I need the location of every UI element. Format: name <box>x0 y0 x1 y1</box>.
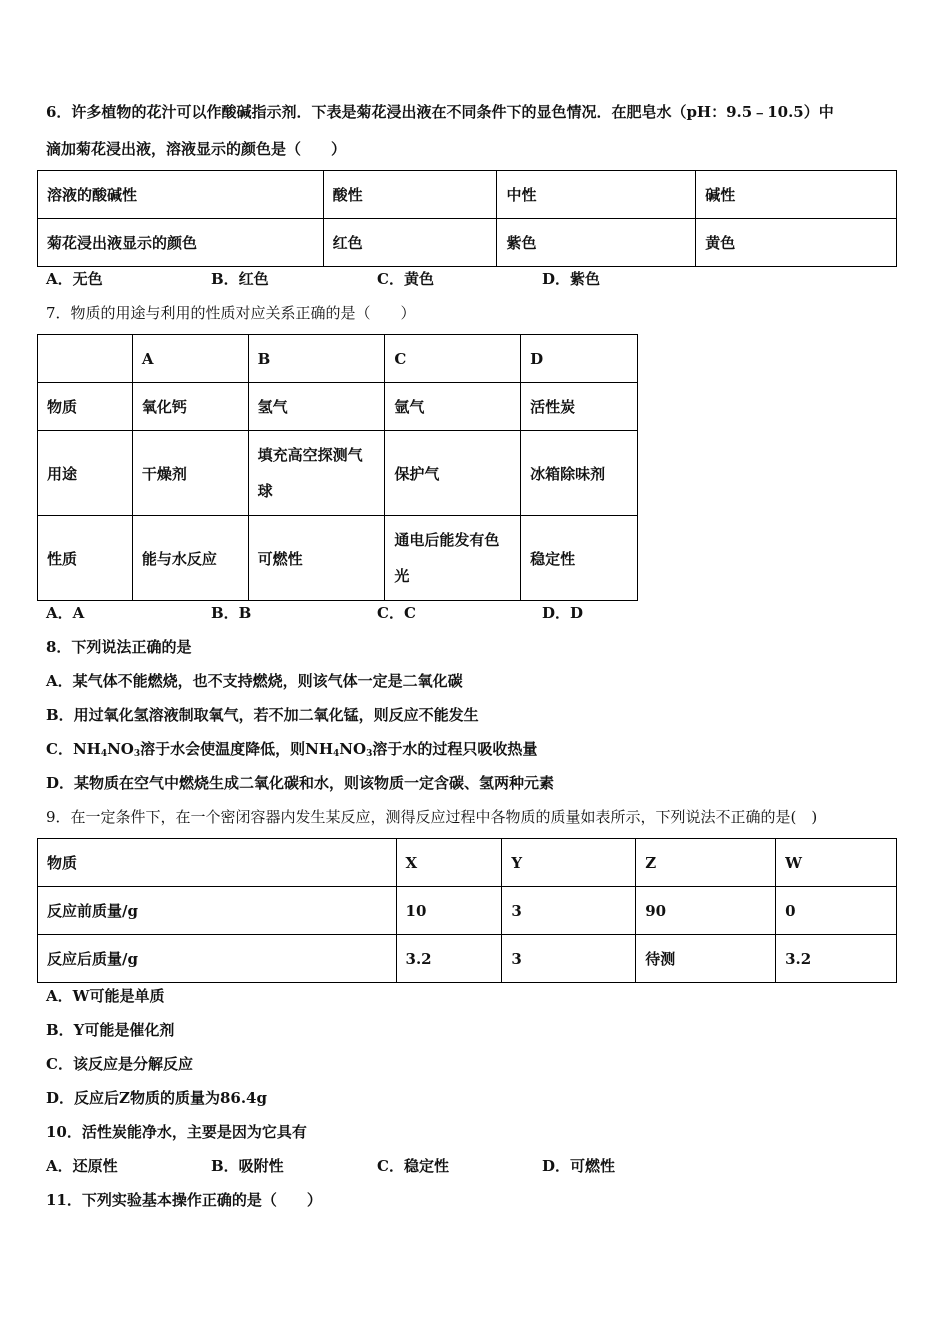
q6-option-d: D．紫色 <box>542 270 601 288</box>
q8-option-a: A．某气体不能燃烧，也不支持燃烧，则该气体一定是二氧化碳 <box>46 672 463 690</box>
table-cell: X <box>396 839 502 887</box>
q9-stem: 9．在一定条件下，在一个密闭容器内发生某反应，测得反应过程中各物质的质量如表所示，下列说法不正确的是( ) <box>46 808 818 826</box>
table-cell: 物质 <box>38 839 397 887</box>
table-cell: 10 <box>396 887 502 935</box>
table-cell: 物质 <box>38 383 133 431</box>
table-row <box>38 383 638 431</box>
q8-option-c <box>46 739 537 764</box>
table-cell: 反应后质量/g <box>38 935 397 983</box>
q7-stem: 7．物质的用途与利用的性质对应关系正确的是（ ） <box>46 304 416 322</box>
table-cell: 紫色 <box>497 219 696 267</box>
table-cell: 3.2 <box>776 935 897 983</box>
table-row <box>38 431 638 516</box>
q6-stem-line1: 6．许多植物的花汁可以作酸碱指示剂．下表是菊花浸出液在不同条件下的显色情况．在肥皂水（pH：9.5﹣10.5）中 <box>46 103 834 121</box>
q6-option-a: A．无色 <box>46 270 103 288</box>
table-cell: 3.2 <box>396 935 502 983</box>
table-cell: 氧化钙 <box>132 383 248 431</box>
table-cell: 菊花浸出液显示的颜色 <box>38 219 324 267</box>
table-row <box>38 516 638 601</box>
table-cell: 3 <box>502 935 636 983</box>
q7-table <box>37 334 638 601</box>
subscript: 3 <box>133 749 141 759</box>
q8-option-c-text: NO <box>107 740 134 758</box>
table-cell: 冰箱除味剂 <box>521 431 638 516</box>
table-cell: 通电后能发有色光 <box>385 516 521 601</box>
table-cell: 碱性 <box>696 171 897 219</box>
q8-option-c-text: 溶于水会使温度降低，则NH <box>140 740 334 758</box>
q7-option-d: D．D <box>542 604 584 622</box>
table-cell: D <box>521 335 638 383</box>
table-cell: 酸性 <box>323 171 497 219</box>
subscript: 4 <box>333 749 340 759</box>
table-cell: Z <box>636 839 776 887</box>
table-cell: 稳定性 <box>521 516 638 601</box>
q10-stem: 10．活性炭能净水，主要是因为它具有 <box>46 1123 307 1141</box>
q6-option-c: C．黄色 <box>377 270 434 288</box>
q9-option-d: D．反应后Z物质的质量为86.4g <box>46 1089 267 1107</box>
q11-stem: 11．下列实验基本操作正确的是（ ） <box>46 1191 322 1209</box>
table-cell: 保护气 <box>385 431 521 516</box>
q10-option-b: B．吸附性 <box>211 1157 284 1175</box>
q9-option-a: A．W可能是单质 <box>46 987 165 1005</box>
q10-option-d: D．可燃性 <box>542 1157 616 1175</box>
table-cell: 3 <box>502 887 636 935</box>
table-cell: C <box>385 335 521 383</box>
table-cell: Y <box>502 839 636 887</box>
table-cell: 可燃性 <box>248 516 385 601</box>
table-cell: 能与水反应 <box>132 516 248 601</box>
table-cell: 性质 <box>38 516 133 601</box>
subscript: 3 <box>366 749 373 759</box>
table-cell: 黄色 <box>696 219 897 267</box>
q8-option-c-text: 溶于水的过程只吸收热量 <box>372 740 538 758</box>
table-row <box>38 219 897 267</box>
table-cell: 用途 <box>38 431 133 516</box>
q10-option-a: A．还原性 <box>46 1157 118 1175</box>
table-cell: 红色 <box>323 219 497 267</box>
table-cell: 90 <box>636 887 776 935</box>
q6-table <box>37 170 897 267</box>
q8-option-d: D．某物质在空气中燃烧生成二氧化碳和水，则该物质一定含碳、氢两种元素 <box>46 774 555 792</box>
table-cell: 反应前质量/g <box>38 887 397 935</box>
q8-stem: 8．下列说法正确的是 <box>46 638 192 656</box>
table-cell: 待测 <box>636 935 776 983</box>
q8-option-b: B．用过氧化氢溶液制取氧气，若不加二氧化锰，则反应不能发生 <box>46 706 479 724</box>
q9-option-c: C．该反应是分解反应 <box>46 1055 193 1073</box>
table-cell: 氩气 <box>385 383 521 431</box>
q6-stem-line2: 滴加菊花浸出液，溶液显示的颜色是（ ） <box>46 140 347 158</box>
table-cell: 填充高空探测气球 <box>248 431 385 516</box>
q10-option-c: C．稳定性 <box>377 1157 449 1175</box>
q9-table <box>37 838 897 983</box>
table-cell: 氢气 <box>248 383 385 431</box>
q6-option-b: B．红色 <box>211 270 269 288</box>
q8-option-c-text: C．NH <box>46 740 101 758</box>
table-cell: 中性 <box>497 171 696 219</box>
table-cell <box>38 335 133 383</box>
q8-option-c-text: NO <box>339 740 367 758</box>
table-row <box>38 887 897 935</box>
table-row <box>38 171 897 219</box>
q7-option-a: A．A <box>46 604 85 622</box>
table-row <box>38 839 897 887</box>
table-cell: 0 <box>776 887 897 935</box>
table-cell: 溶液的酸碱性 <box>38 171 324 219</box>
subscript: 4 <box>100 749 108 759</box>
q9-option-b: B．Y可能是催化剂 <box>46 1021 175 1039</box>
table-row <box>38 935 897 983</box>
table-cell: 活性炭 <box>521 383 638 431</box>
table-cell: W <box>776 839 897 887</box>
table-row <box>38 335 638 383</box>
q7-option-c: C．C <box>377 604 416 622</box>
table-cell: 干燥剂 <box>132 431 248 516</box>
q7-option-b: B．B <box>211 604 252 622</box>
table-cell: A <box>132 335 248 383</box>
table-cell: B <box>248 335 385 383</box>
